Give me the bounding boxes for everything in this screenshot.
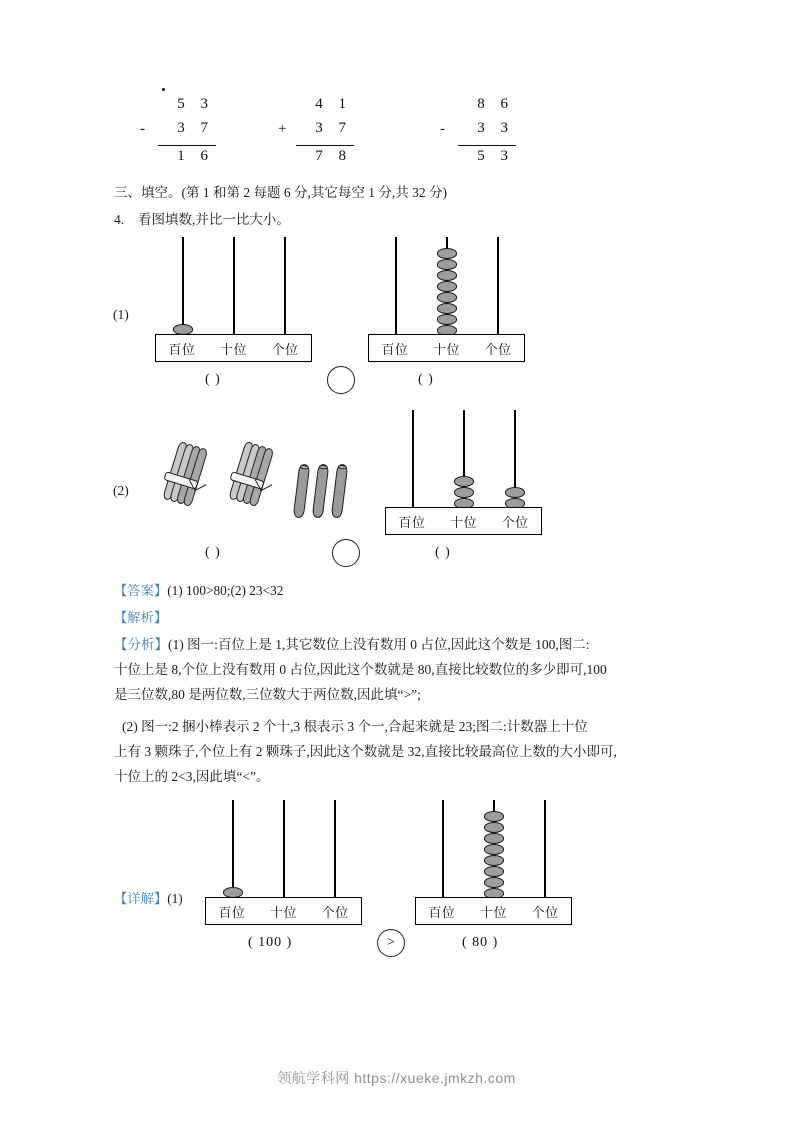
abacus-bead-tens [484, 866, 504, 877]
place-label-ones: 个位 [484, 341, 512, 357]
solution-value-right: ( 80 ) [462, 935, 499, 950]
footer-watermark: 领航学科网 https://xueke.jmkzh.com [277, 1070, 516, 1086]
abacus-base [205, 897, 362, 925]
minuend-row [440, 96, 516, 120]
abacus-bead-tens [437, 270, 457, 281]
abacus-rod-hundreds [182, 237, 184, 335]
place-label-ones: 个位 [321, 904, 349, 920]
abacus-solution-left [205, 800, 362, 925]
place-label-tens: 十位 [449, 514, 477, 530]
result-row [440, 146, 516, 172]
answer-blank-q2-right[interactable]: ( ) [435, 545, 451, 560]
place-label-tens: 十位 [219, 341, 247, 357]
solution-value-left: ( 100 ) [248, 935, 293, 950]
analysis-tag: 【分析】 [114, 637, 168, 652]
abacus-rod-ones [334, 800, 336, 898]
abacus-bead-tens [454, 487, 474, 498]
operator-symbol: + [278, 121, 287, 137]
result-row [140, 146, 216, 172]
abacus-base [155, 334, 312, 362]
place-label-tens: 十位 [479, 904, 507, 920]
place-label-hundreds: 百位 [218, 904, 246, 920]
place-label-hundreds: 百位 [381, 341, 409, 357]
abacus-bead-tens [437, 314, 457, 325]
abacus-bead-ones [505, 487, 525, 498]
addend2-row [278, 120, 354, 144]
place-label-ones: 个位 [531, 904, 559, 920]
abacus-bead-tens [437, 248, 457, 259]
place-label-tens: 十位 [269, 904, 297, 920]
abacus-bead-tens [484, 811, 504, 822]
stick-bundle-2 [230, 442, 290, 528]
abacus-bead-tens [437, 281, 457, 292]
abacus-bead-tens [437, 259, 457, 270]
analysis-line-2: 十位上是 8,个位上没有数用 0 占位,因此这个数就是 80,直接比较数位的多少即可,100 [114, 662, 607, 677]
place-label-ones: 个位 [501, 514, 529, 530]
minuend-row [140, 96, 216, 120]
abacus-bead-tens [454, 476, 474, 487]
answer-tag: 【答案】 [114, 583, 168, 598]
comparison-circle-q1[interactable] [327, 366, 355, 394]
place-label-ones: 个位 [271, 341, 299, 357]
addend1-row [278, 96, 354, 120]
comparison-circle-solution: > [377, 929, 405, 957]
arithmetic-problem-1 [140, 96, 216, 172]
explanation-tag: 【解析】 [114, 610, 168, 625]
abacus-rod-ones [544, 800, 546, 898]
subtrahend-row [140, 120, 216, 144]
minuend: 5 3 [177, 96, 214, 112]
abacus-bead-tens [437, 292, 457, 303]
minuend: 8 6 [477, 96, 514, 112]
result-row [278, 146, 354, 172]
question-text: 看图填数,并比一比大小。 [138, 212, 290, 227]
abacus-rod-ones [284, 237, 286, 335]
place-label-hundreds: 百位 [428, 904, 456, 920]
solution-tag: 【详解】 [114, 891, 168, 906]
explanation-row [114, 607, 167, 626]
abacus-q1-right [368, 237, 525, 362]
addend-2: 3 7 [315, 120, 352, 136]
abacus-bead-tens [484, 822, 504, 833]
abacus-base [415, 897, 572, 925]
analysis-line-3: 是三位数,80 是两位数,三位数大于两位数,因此填“>”; [114, 687, 421, 702]
result: 5 3 [477, 148, 514, 164]
section-heading: 三、填空。(第 1 和第 2 每题 6 分,其它每空 1 分,共 32 分) [114, 185, 447, 200]
abacus-solution-right [415, 800, 572, 925]
result: 1 6 [177, 148, 214, 164]
borrow-dot-icon [162, 88, 165, 91]
abacus-q1-left [155, 237, 312, 362]
answer-blank-q1-left[interactable]: ( ) [205, 372, 221, 387]
arithmetic-problem-3 [440, 96, 516, 172]
comparison-circle-q2[interactable] [332, 539, 360, 567]
abacus-rod-hundreds [395, 237, 397, 335]
analysis-line-1 [114, 632, 590, 657]
sticks-figure-q2 [160, 438, 340, 533]
solution-item: (1) [167, 891, 183, 906]
item-marker-1: (1) [113, 307, 129, 322]
subtrahend: 3 3 [477, 120, 514, 136]
abacus-bead-tens [484, 844, 504, 855]
solution-row [114, 888, 183, 907]
abacus-bead-tens [437, 303, 457, 314]
answer-text: (1) 100>80;(2) 23<32 [167, 583, 284, 598]
abacus-bead-tens [484, 833, 504, 844]
addend-1: 4 1 [315, 96, 352, 112]
analysis-text-1: (1) 图一:百位上是 1,其它数位上没有数用 0 占位,因此这个数是 100,图二: [168, 637, 590, 652]
single-stick [312, 464, 329, 519]
abacus-rod-hundreds [232, 800, 234, 898]
answer-blank-q2-left[interactable]: ( ) [205, 545, 221, 560]
abacus-bead-hundreds [223, 887, 243, 898]
place-label-tens: 十位 [432, 341, 460, 357]
stick-bundle-1 [164, 442, 224, 528]
result: 7 8 [315, 148, 352, 164]
abacus-rod-hundreds [442, 800, 444, 898]
operator-symbol: - [440, 121, 445, 137]
place-label-hundreds: 百位 [168, 341, 196, 357]
abacus-base [385, 507, 542, 535]
operator-symbol: - [140, 121, 145, 137]
abacus-q2-right [385, 410, 542, 535]
item-marker-2: (2) [113, 483, 129, 498]
arithmetic-problem-2 [278, 96, 354, 172]
place-label-hundreds: 百位 [398, 514, 426, 530]
abacus-bead-tens [484, 855, 504, 866]
abacus-bead-tens [484, 877, 504, 888]
single-stick [293, 464, 310, 519]
question-number: 4. [114, 212, 125, 227]
answer-blank-q1-right[interactable]: ( ) [418, 372, 434, 387]
analysis-line-4: (2) 图一:2 捆小棒表示 2 个十,3 根表示 3 个一,合起来就是 23;图二:计数器上十位 [122, 719, 588, 734]
abacus-bead-hundreds [173, 324, 193, 335]
single-stick [331, 464, 348, 519]
answer-row [114, 580, 283, 599]
abacus-rod-tens [283, 800, 285, 898]
abacus-rod-hundreds [412, 410, 414, 508]
subtrahend-row [440, 120, 516, 144]
analysis-line-6: 十位上的 2<3,因此填“<”。 [114, 769, 270, 784]
abacus-rod-tens [233, 237, 235, 335]
abacus-base [368, 334, 525, 362]
analysis-line-5: 上有 3 颗珠子,个位上有 2 颗珠子,因此这个数就是 32,直接比较最高位上数的大小即可, [114, 744, 617, 759]
subtrahend: 3 7 [177, 120, 214, 136]
abacus-rod-ones [497, 237, 499, 335]
